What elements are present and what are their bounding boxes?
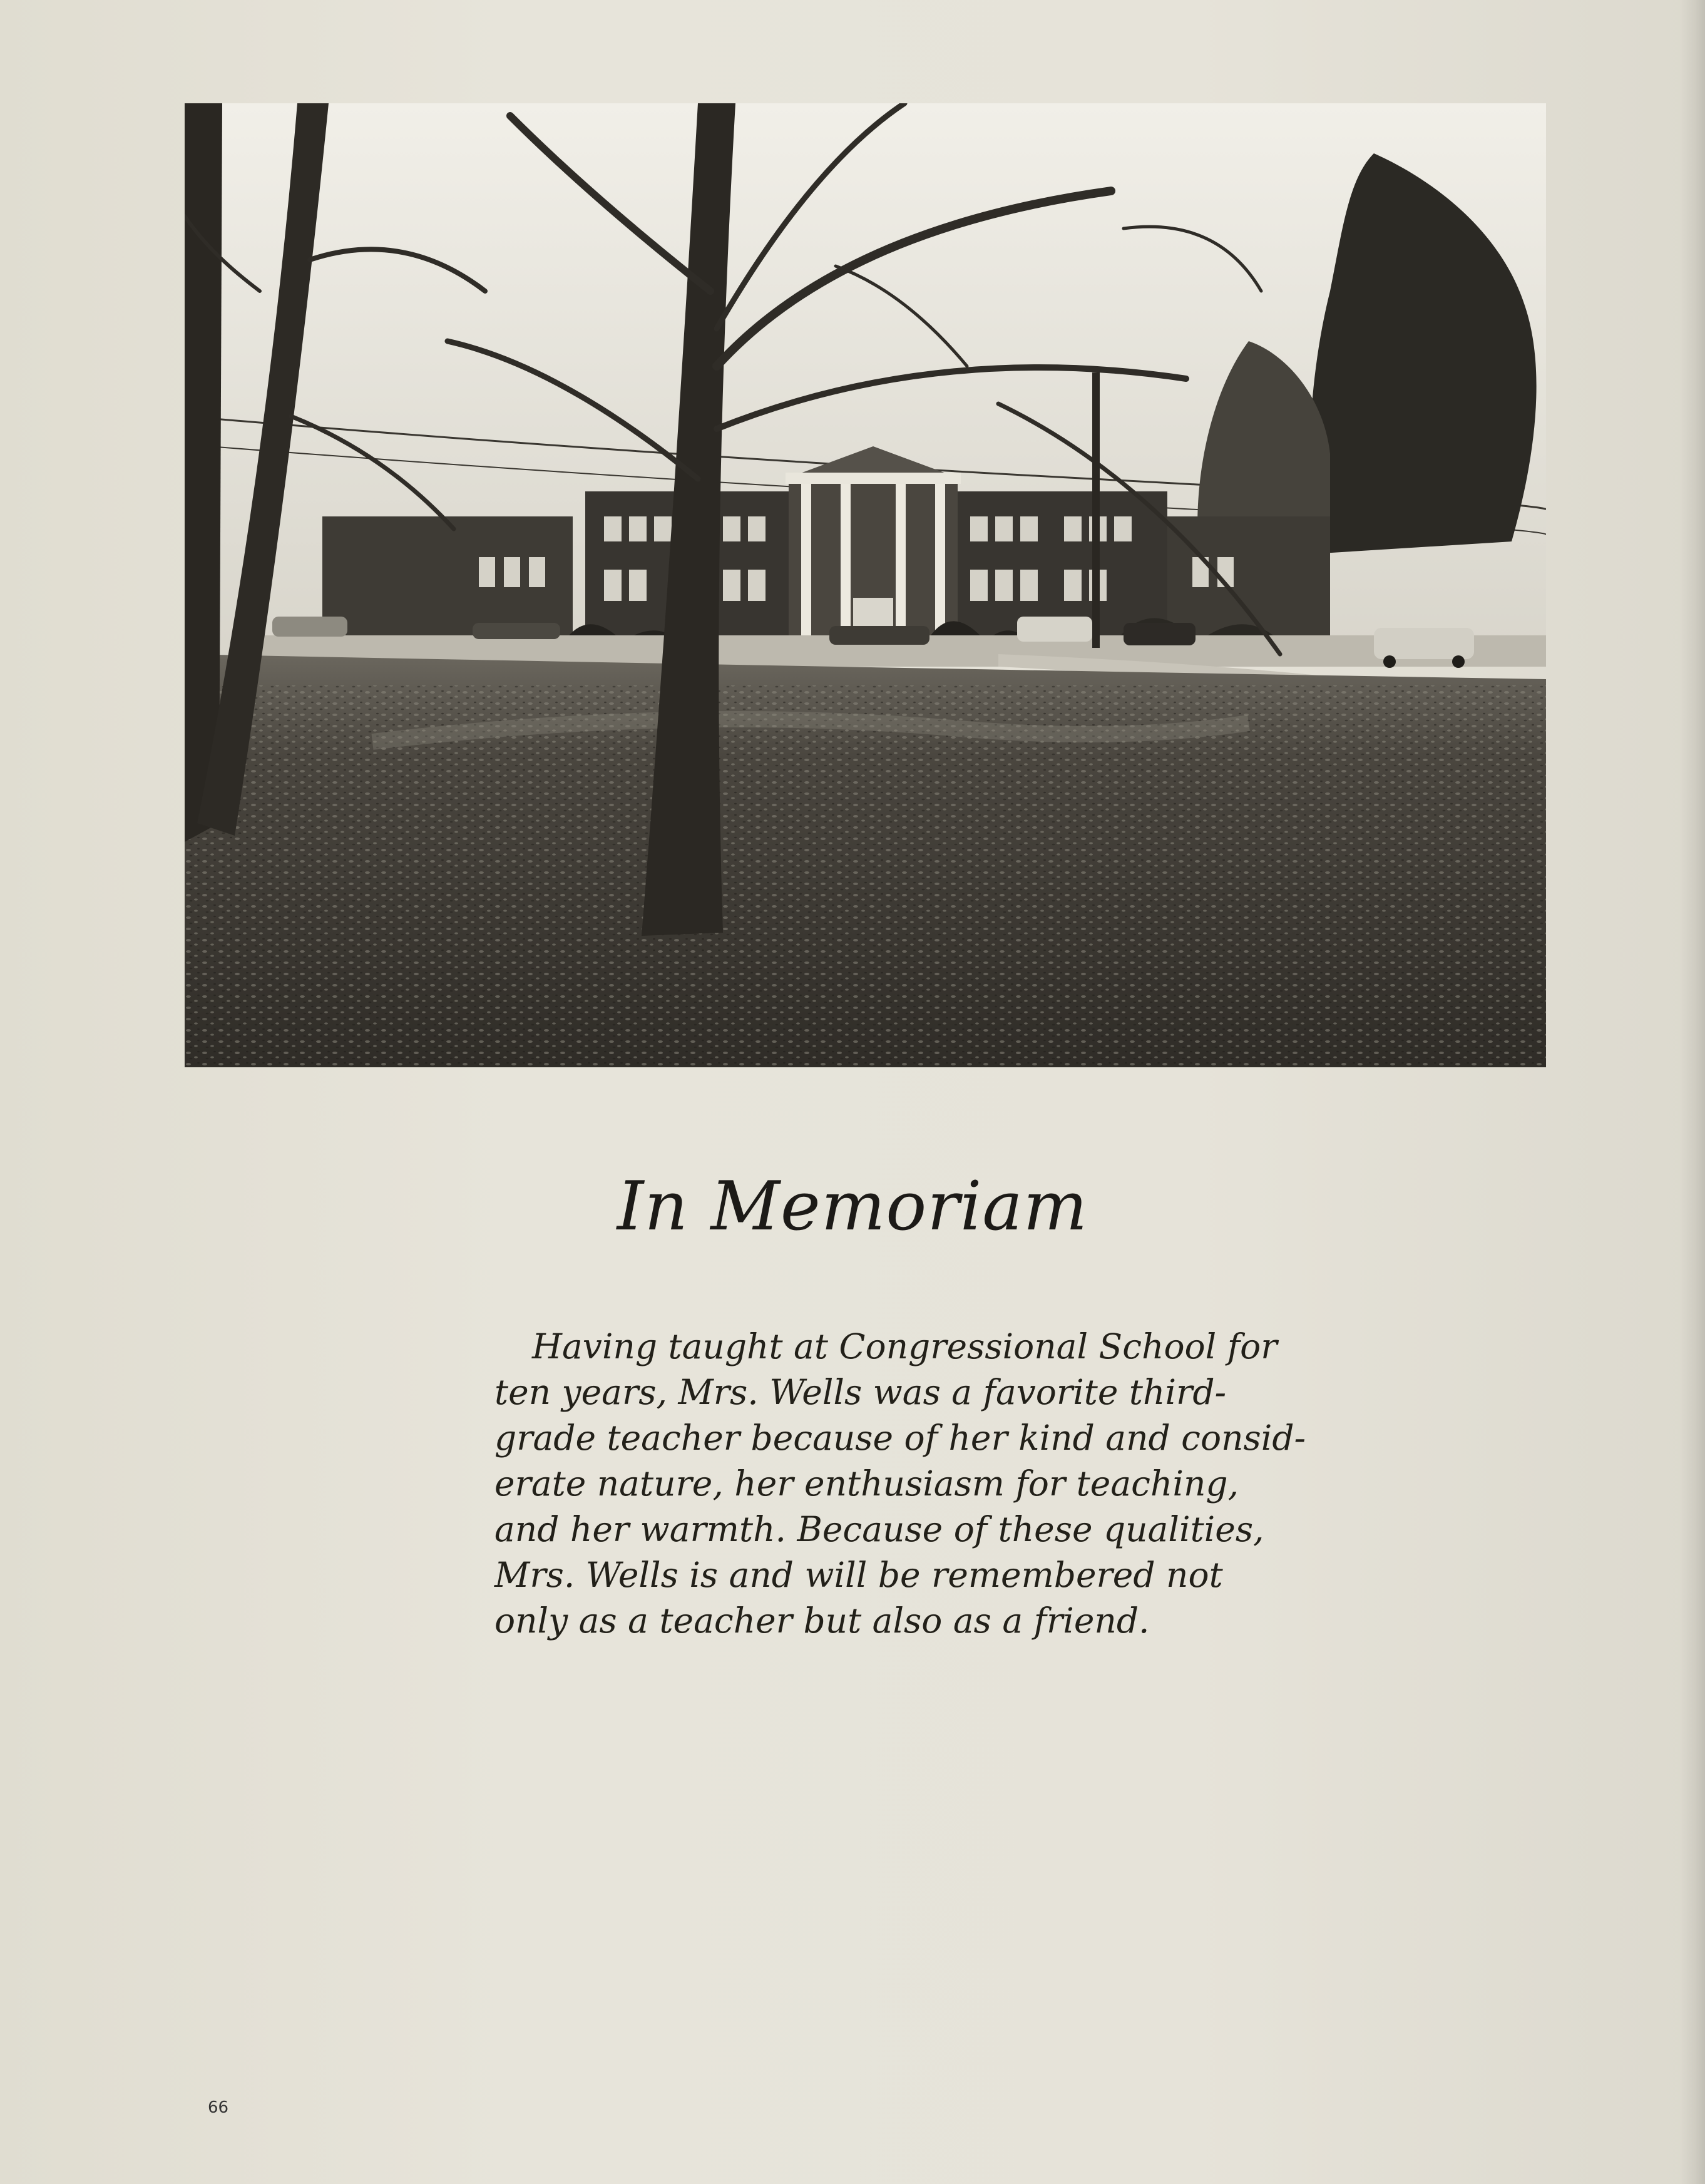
paragraph-line: erate nature, her enthusiasm for teaching, xyxy=(494,1464,1239,1504)
paragraph-line: Having taught at Congressional School for xyxy=(532,1326,1277,1366)
page-edge-shadow xyxy=(1680,0,1705,2184)
memorial-paragraph xyxy=(494,1324,1311,1644)
school-photo-image xyxy=(185,103,1546,1067)
page-number: 66 xyxy=(208,2098,229,2117)
paragraph-line: ten years, Mrs. Wells was a favorite third- xyxy=(494,1372,1227,1412)
paragraph-line: and her warmth. Because of these qualities, xyxy=(494,1509,1264,1549)
paragraph-line: grade teacher because of her kind and consid- xyxy=(494,1418,1306,1458)
page-heading: In Memoriam xyxy=(617,1167,1088,1246)
paragraph-line: Mrs. Wells is and will be remembered not xyxy=(494,1555,1223,1595)
school-photo xyxy=(185,103,1546,1067)
paragraph-line: only as a teacher but also as a friend. xyxy=(494,1601,1150,1641)
